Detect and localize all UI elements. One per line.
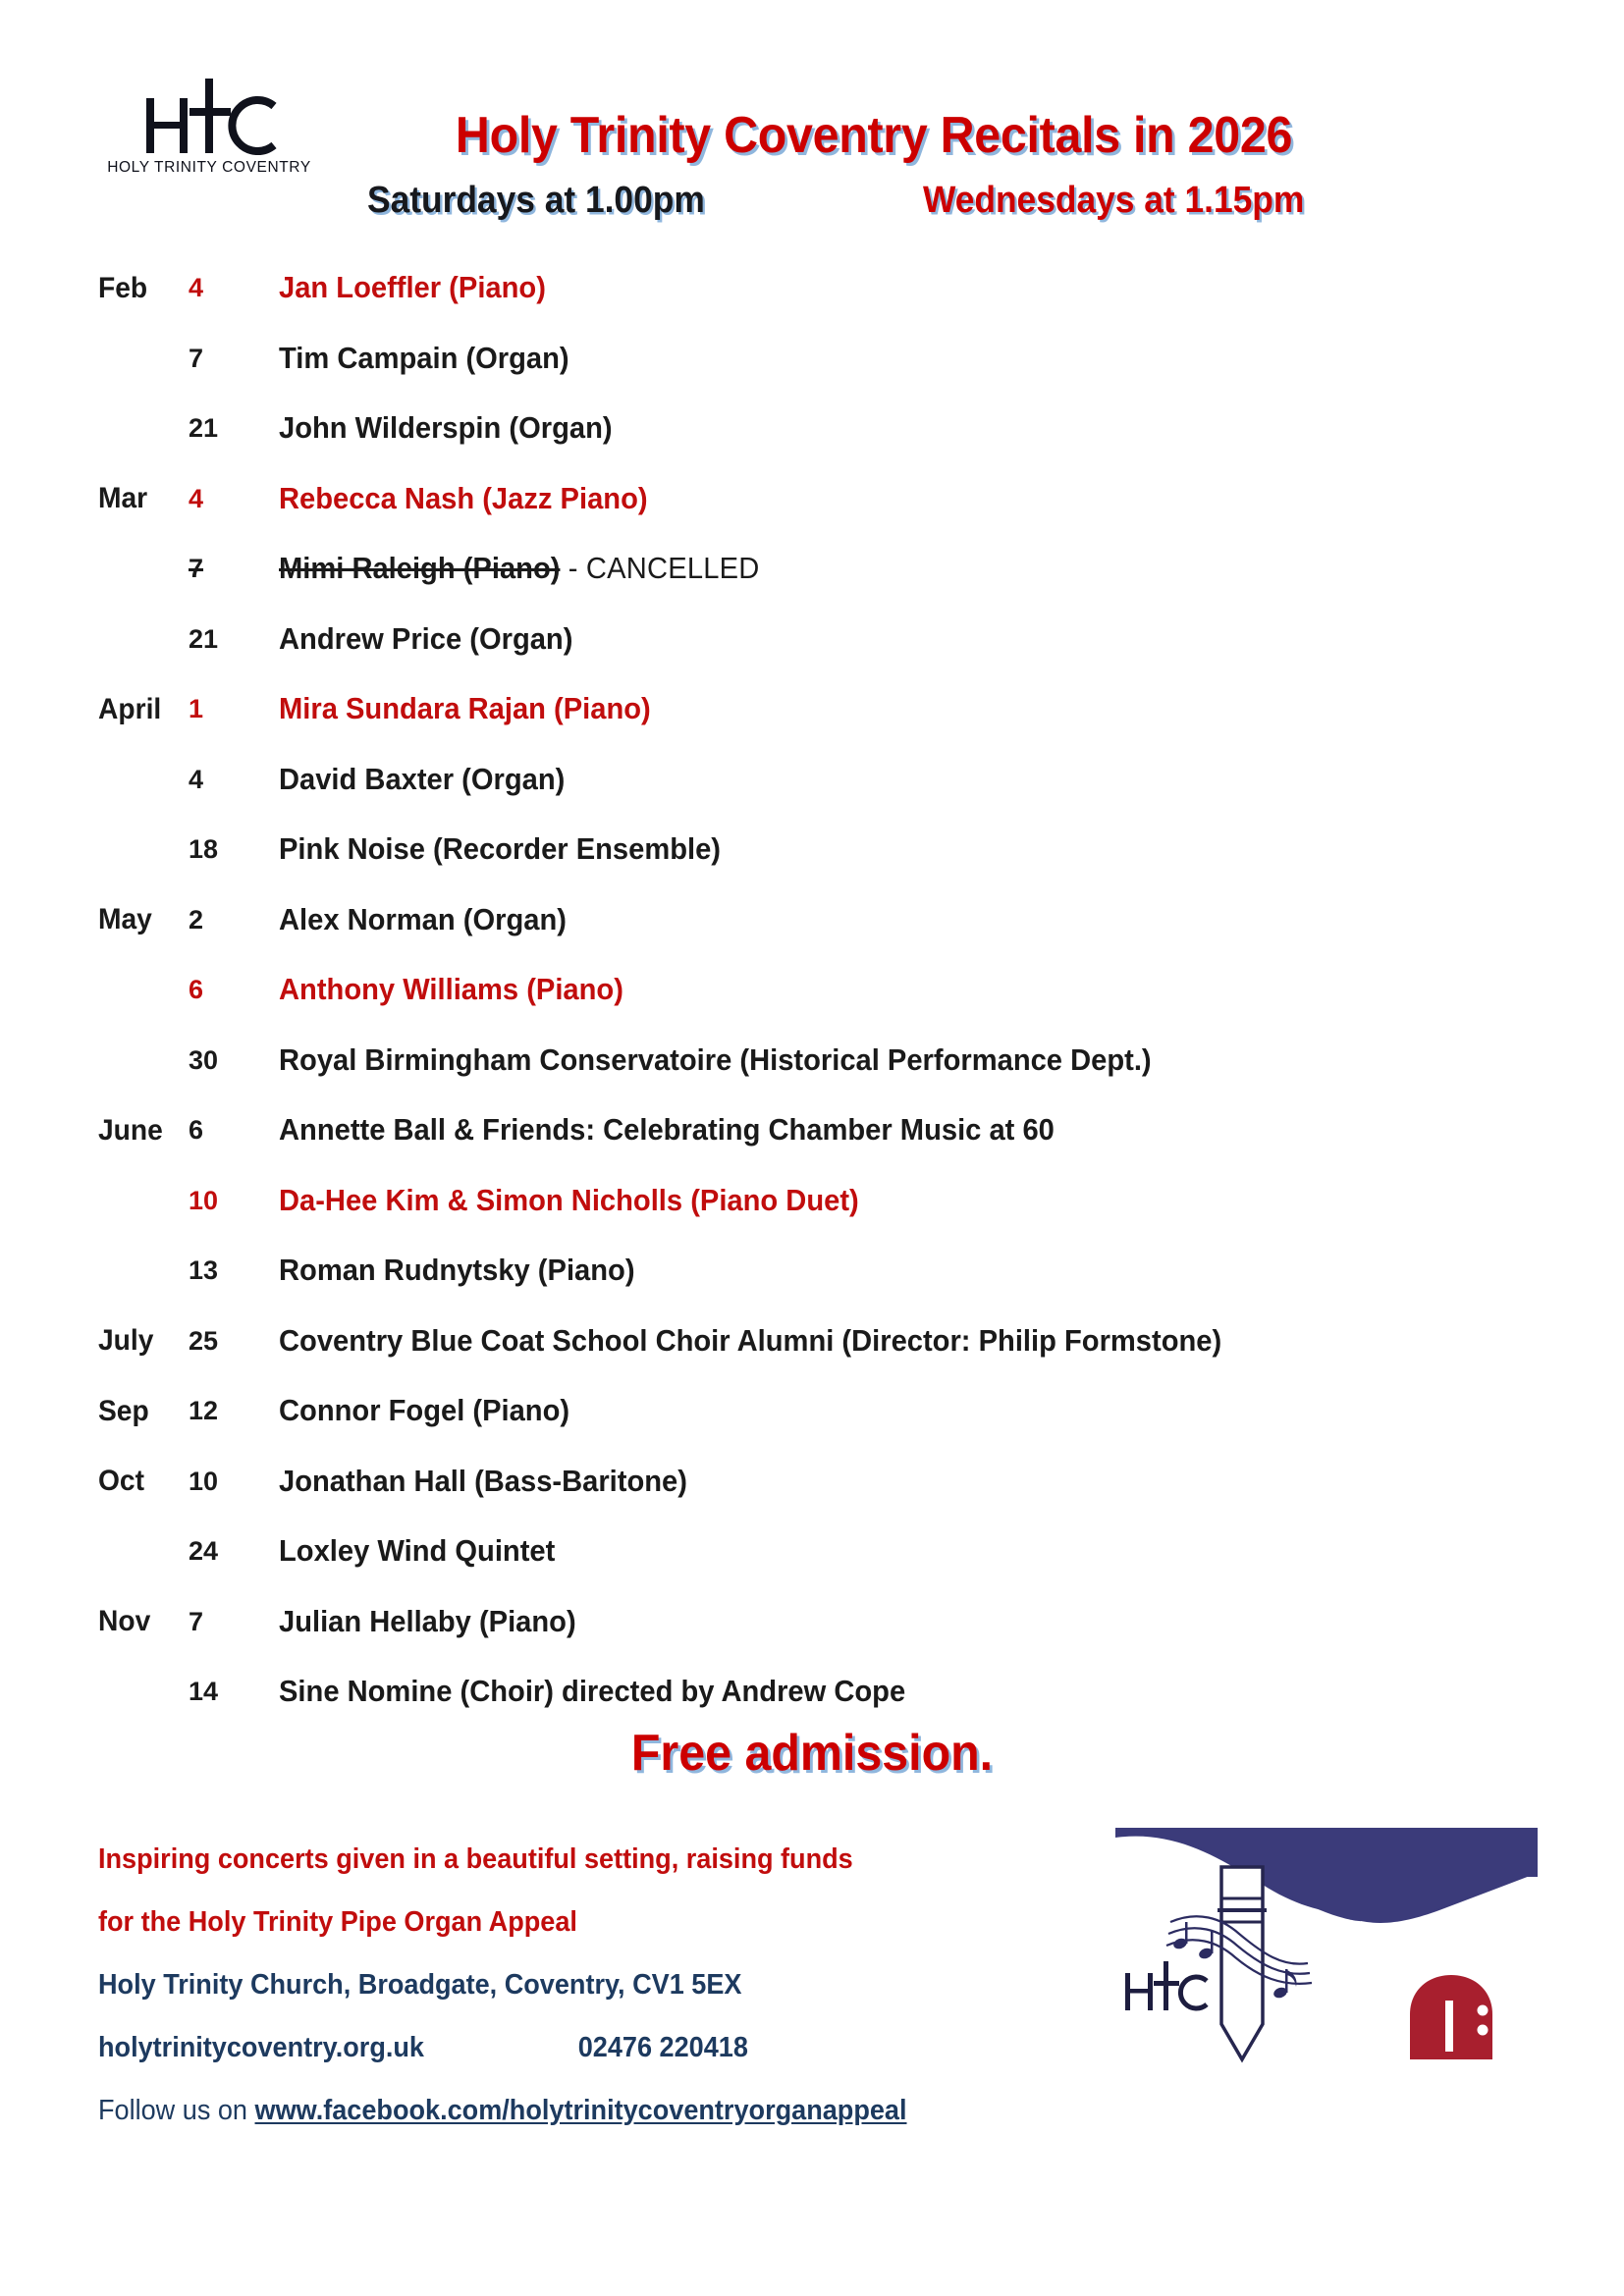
footer-follow-prefix: Follow us on — [98, 2095, 255, 2126]
footer-website[interactable]: holytrinitycoventry.org.uk — [98, 2032, 424, 2063]
schedule-row — [0, 885, 1624, 956]
schedule-row — [0, 1376, 1624, 1447]
schedule-day: 13 — [189, 1255, 219, 1286]
cancelled-badge: - CANCELLED — [560, 552, 760, 586]
subtitle-row — [324, 180, 1434, 227]
schedule-day: 14 — [189, 1677, 219, 1707]
schedule-performer: Julian Hellaby (Piano) — [279, 1604, 576, 1638]
schedule-performer: Royal Birmingham Conservatoire (Historical Performance Dept.) — [279, 1042, 1152, 1077]
schedule-day: 1 — [189, 694, 204, 724]
schedule-row — [0, 1026, 1624, 1096]
schedule-day: 6 — [189, 975, 204, 1005]
schedule-row — [0, 324, 1624, 395]
schedule-performer: Alex Norman (Organ) — [279, 902, 567, 936]
schedule-day: 30 — [189, 1044, 219, 1075]
schedule-month: Oct — [98, 1465, 145, 1498]
schedule-day: 25 — [189, 1325, 219, 1356]
subtitle-wednesday: Wednesdays at 1.15pm — [923, 180, 1305, 221]
schedule-row — [0, 1095, 1624, 1166]
schedule-month: Nov — [98, 1605, 151, 1638]
schedule-row — [0, 534, 1624, 605]
schedule-day: 2 — [189, 904, 204, 934]
schedule-day: 7 — [189, 343, 204, 373]
schedule-month: July — [98, 1324, 154, 1358]
htc-logo — [106, 77, 312, 177]
schedule-row — [0, 1657, 1624, 1728]
schedule-row — [0, 1517, 1624, 1587]
schedule-month: June — [98, 1113, 163, 1147]
footer-appeal-line1: Inspiring concerts given in a beautiful setting, raising funds — [98, 1843, 853, 1875]
organ-appeal-graphic — [1115, 1828, 1538, 2103]
poster-header — [0, 0, 1624, 245]
schedule-month: April — [98, 692, 162, 725]
subtitle-saturday: Saturdays at 1.00pm — [367, 180, 705, 221]
schedule-day: 4 — [189, 273, 204, 303]
schedule-day: 21 — [189, 413, 219, 444]
schedule-day: 4 — [189, 483, 204, 513]
schedule-row — [0, 815, 1624, 885]
schedule-performer: Jonathan Hall (Bass-Baritone) — [279, 1464, 687, 1498]
schedule-performer — [279, 552, 759, 586]
footer-contact-row — [98, 2032, 1078, 2064]
schedule-performer: Tim Campain (Organ) — [279, 341, 569, 375]
schedule-day: 12 — [189, 1396, 219, 1426]
schedule-day: 7 — [189, 1606, 204, 1636]
schedule-day: 6 — [189, 1115, 204, 1146]
schedule-performer: Sine Nomine (Choir) directed by Andrew Cope — [279, 1675, 906, 1709]
schedule-performer: John Wilderspin (Organ) — [279, 411, 613, 446]
schedule-row — [0, 955, 1624, 1026]
footer-follow-row — [98, 2095, 1078, 2127]
schedule-row — [0, 1307, 1624, 1377]
schedule-row — [0, 605, 1624, 675]
schedule-performer: Loxley Wind Quintet — [279, 1534, 556, 1569]
footer-appeal-line2: for the Holy Trinity Pipe Organ Appeal — [98, 1906, 577, 1938]
footer-phone: 02476 220418 — [577, 2032, 748, 2063]
schedule-month: Mar — [98, 482, 148, 515]
schedule-performer: Da-Hee Kim & Simon Nicholls (Piano Duet) — [279, 1183, 859, 1217]
schedule-row — [0, 674, 1624, 745]
poster-footer — [98, 1843, 1129, 2127]
schedule-performer: Anthony Williams (Piano) — [279, 973, 623, 1007]
schedule-day: 21 — [189, 623, 219, 654]
schedule-month: Sep — [98, 1394, 149, 1427]
schedule-day: 10 — [189, 1466, 219, 1496]
page-title: Holy Trinity Coventry Recitals in 2026 — [455, 107, 1293, 164]
schedule-performer: Pink Noise (Recorder Ensemble) — [279, 832, 721, 867]
schedule-performer: Connor Fogel (Piano) — [279, 1394, 570, 1428]
schedule-row — [0, 464, 1624, 535]
schedule-day: 24 — [189, 1536, 219, 1567]
schedule-row — [0, 1587, 1624, 1658]
schedule-row — [0, 745, 1624, 816]
schedule-day: 10 — [189, 1185, 219, 1215]
schedule-performer: Roman Rudnytsky (Piano) — [279, 1254, 635, 1288]
recital-schedule-list — [0, 253, 1624, 1728]
schedule-row — [0, 394, 1624, 464]
schedule-row — [0, 253, 1624, 324]
schedule-row — [0, 1447, 1624, 1518]
schedule-day: 18 — [189, 834, 219, 865]
schedule-performer: Coventry Blue Coat School Choir Alumni (Director: Philip Formstone) — [279, 1323, 1222, 1358]
footer-address: Holy Trinity Church, Broadgate, Coventry, CV1 5EX — [98, 1969, 742, 2001]
schedule-day: 7 — [189, 554, 279, 584]
schedule-performer: Rebecca Nash (Jazz Piano) — [279, 481, 648, 515]
schedule-day: 4 — [189, 764, 204, 794]
schedule-row — [0, 1236, 1624, 1307]
schedule-performer: Annette Ball & Friends: Celebrating Chamber Music at 60 — [279, 1113, 1055, 1148]
schedule-performer: David Baxter (Organ) — [279, 762, 566, 796]
schedule-performer-struck: Mimi Raleigh (Piano) — [279, 552, 561, 586]
schedule-row — [0, 1166, 1624, 1237]
schedule-performer: Jan Loeffler (Piano) — [279, 271, 546, 305]
brand-graphic-htc-icon — [1125, 1961, 1207, 2010]
schedule-performer: Mira Sundara Rajan (Piano) — [279, 692, 651, 726]
free-admission-heading: Free admission. — [630, 1725, 994, 1782]
htc-cross-logo-icon — [121, 77, 298, 157]
schedule-month: Feb — [98, 271, 148, 304]
footer-facebook-link[interactable]: www.facebook.com/holytrinitycoventryorganappeal — [254, 2095, 907, 2126]
schedule-performer: Andrew Price (Organ) — [279, 621, 573, 656]
schedule-month: May — [98, 903, 152, 936]
htc-logo-caption: HOLY TRINITY COVENTRY — [107, 159, 311, 176]
